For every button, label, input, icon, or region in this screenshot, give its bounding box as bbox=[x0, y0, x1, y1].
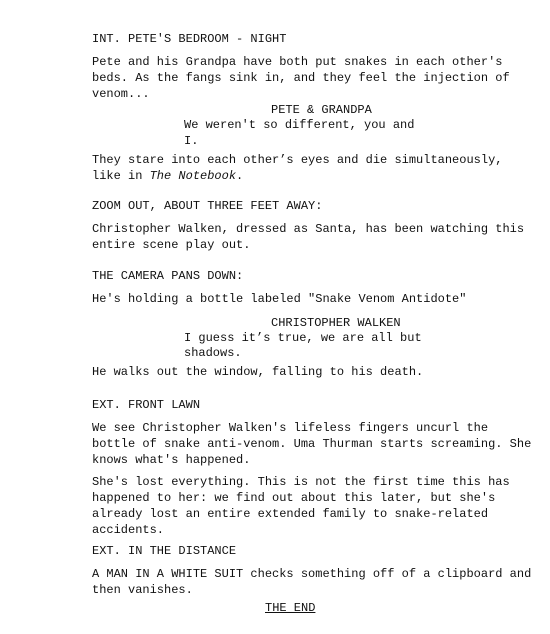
action-line: already lost an entire extended family to snake-related bbox=[92, 507, 489, 521]
film-title: The Notebook bbox=[149, 169, 237, 183]
action-line: Pete and his Grandpa have both put snakes in each other's bbox=[92, 55, 503, 69]
scene-heading: INT. PETE'S BEDROOM - NIGHT bbox=[92, 32, 287, 46]
action-line: She's lost everything. This is not the first time this has bbox=[92, 475, 510, 489]
transition-heading: ZOOM OUT, ABOUT THREE FEET AWAY: bbox=[92, 199, 323, 213]
action-line: entire scene play out. bbox=[92, 238, 251, 252]
scene-heading: EXT. IN THE DISTANCE bbox=[92, 544, 237, 558]
action-text: like in bbox=[92, 169, 150, 183]
action-line: A MAN IN A WHITE SUIT checks something off of a clipboard and bbox=[92, 567, 532, 581]
action-line: then vanishes. bbox=[92, 583, 193, 597]
action-line: beds. As the fangs sink in, and they feel the injection of bbox=[92, 71, 510, 85]
character-name: CHRISTOPHER WALKEN bbox=[271, 316, 401, 330]
action-line: They stare into each other’s eyes and die simultaneously, bbox=[92, 153, 503, 167]
action-line: accidents. bbox=[92, 523, 165, 537]
dialogue-line: shadows. bbox=[184, 346, 242, 360]
transition-heading: THE CAMERA PANS DOWN: bbox=[92, 269, 244, 283]
action-line bbox=[92, 168, 243, 184]
dialogue-line: I guess it’s true, we are all but bbox=[184, 331, 422, 345]
action-line: knows what's happened. bbox=[92, 453, 251, 467]
action-line: We see Christopher Walken's lifeless fingers uncurl the bbox=[92, 421, 489, 435]
character-name: PETE & GRANDPA bbox=[271, 103, 372, 117]
action-line: He walks out the window, falling to his death. bbox=[92, 365, 424, 379]
action-line: venom... bbox=[92, 87, 150, 101]
action-line: happened to her: we find out about this later, but she's bbox=[92, 491, 496, 505]
dialogue-line: I. bbox=[184, 134, 199, 148]
dialogue-line: We weren't so different, you and bbox=[184, 118, 415, 132]
the-end-label: THE END bbox=[265, 601, 316, 615]
action-line: bottle of snake anti-venom. Uma Thurman starts screaming. She bbox=[92, 437, 532, 451]
action-line: He's holding a bottle labeled "Snake Venom Antidote" bbox=[92, 292, 467, 306]
scene-heading: EXT. FRONT LAWN bbox=[92, 398, 201, 412]
action-line: Christopher Walken, dressed as Santa, has been watching this bbox=[92, 222, 525, 236]
action-text: . bbox=[236, 169, 244, 183]
